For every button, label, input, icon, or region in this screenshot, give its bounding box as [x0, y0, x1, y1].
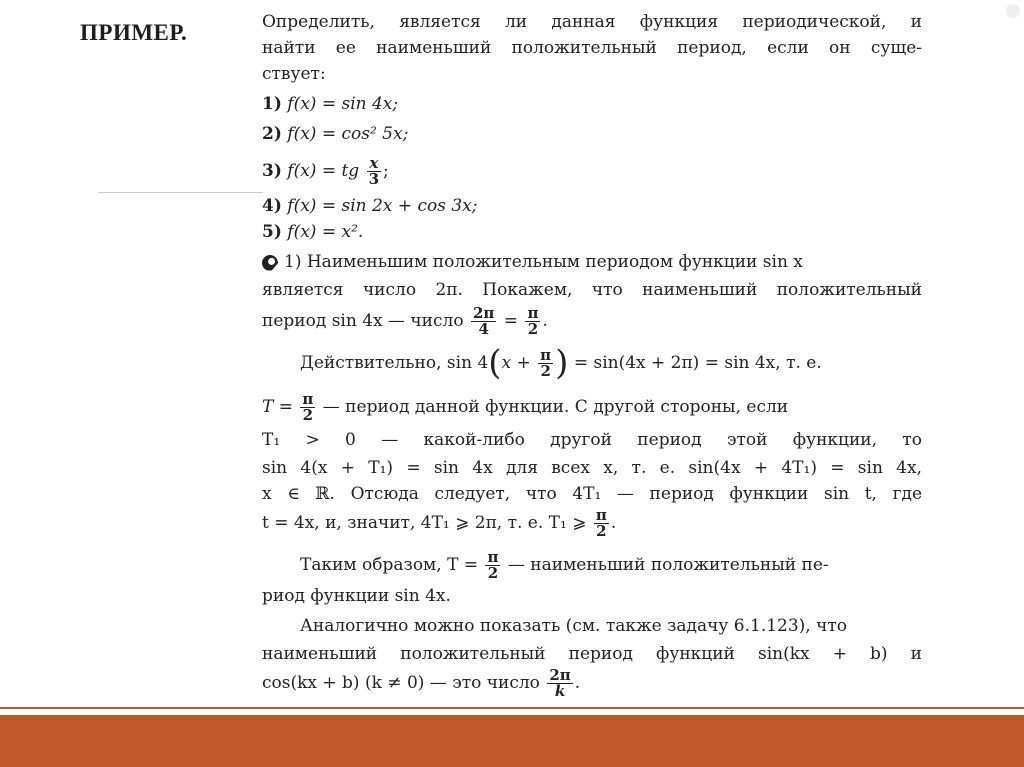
- open-paren: (: [488, 343, 502, 383]
- item-expression: f(x) = sin 4x;: [287, 94, 399, 114]
- task-item-5: [262, 220, 363, 245]
- fraction-numerator: 2π: [472, 304, 495, 322]
- fraction: [538, 348, 553, 379]
- solution-punctuation: .: [610, 513, 617, 533]
- solution-text: T =: [262, 397, 299, 417]
- fraction-denominator: 2: [302, 406, 314, 424]
- item-number: 3): [262, 161, 282, 181]
- fraction: [471, 306, 496, 337]
- item-number: 1): [262, 94, 282, 114]
- solution-line-14: [262, 668, 580, 699]
- item-expression: f(x) = x².: [287, 222, 364, 242]
- fraction-denominator: 4: [478, 320, 489, 338]
- task-line-1: Определить, является ли данная функция периодической, и: [262, 12, 922, 32]
- solution-text: cos(kx + b) (k ≠ 0) — это число: [262, 673, 540, 693]
- fraction: [300, 392, 315, 423]
- solution-text: Действительно, sin 4: [300, 353, 489, 373]
- fraction-numerator: π: [487, 548, 499, 566]
- fraction-denominator: 2: [540, 362, 551, 380]
- fraction-numerator: π: [540, 346, 552, 364]
- fraction: [547, 668, 572, 699]
- solution-line-4: [300, 343, 822, 383]
- solution-line-11: риод функции sin 4x.: [262, 586, 451, 606]
- solution-punctuation: .: [574, 673, 581, 693]
- solution-punctuation: .: [542, 311, 548, 331]
- solution-text: t = 4x, и, значит, 4T₁ ⩾ 2π, т. е. T₁ ⩾: [262, 513, 587, 533]
- solution-text: — период данной функции. С другой стороны, если: [322, 397, 789, 417]
- solution-line-6: T₁ > 0 — какой-либо другой период этой функции, то: [262, 430, 922, 450]
- item-expression: f(x) = tg: [287, 161, 365, 181]
- solution-line-2: является число 2π. Покажем, что наименьший положительный: [262, 280, 922, 300]
- footer-bar: [0, 715, 1024, 767]
- task-line-3: ствует:: [262, 64, 326, 84]
- corner-decoration: [1006, 4, 1020, 18]
- solution-line-13: наименьший положительный период функций sin(kx + b) и: [262, 644, 922, 664]
- solution-text: период sin 4x — число: [262, 311, 464, 331]
- slide-heading: ПРИМЕР.: [80, 20, 188, 45]
- fraction-numerator: π: [595, 506, 607, 524]
- solution-text: 1) Наименьшим положительным периодом функции sin x: [284, 252, 803, 272]
- solution-text: Таким образом, T =: [300, 555, 479, 575]
- fraction-denominator: 2: [596, 522, 607, 540]
- fraction: [594, 508, 609, 539]
- item-expression: f(x) = sin 2x + cos 3x;: [287, 196, 478, 216]
- fraction-numerator: π: [527, 304, 539, 322]
- task-line-2: найти ее наименьший положительный период, если он суще-: [262, 38, 922, 58]
- task-item-1: [262, 92, 398, 117]
- task-item-2: [262, 122, 408, 147]
- item-expression: f(x) = cos² 5x;: [287, 124, 409, 144]
- fraction-denominator: 3: [368, 170, 380, 188]
- solution-text: = sin(4x + 2π) = sin 4x, т. е.: [573, 353, 822, 373]
- fraction-numerator: 2π: [549, 666, 571, 684]
- fraction-denominator: k: [554, 682, 566, 700]
- solution-bullet-icon: [262, 255, 278, 271]
- solution-text: x +: [501, 353, 537, 373]
- fraction: [525, 306, 540, 337]
- divider-line: [98, 192, 263, 193]
- item-number: 2): [262, 124, 282, 144]
- footer-rule: [0, 707, 1024, 709]
- solution-text: — наименьший положительный пе-: [507, 555, 829, 575]
- item-number: 4): [262, 196, 282, 216]
- solution-line-3: [262, 306, 548, 337]
- solution-line-9: [262, 508, 616, 539]
- solution-line-7: sin 4(x + T₁) = sin 4x для всех x, т. е. sin(4x + 4T₁) = sin 4x,: [262, 458, 922, 478]
- fraction-denominator: 2: [487, 564, 499, 582]
- item-number: 5): [262, 222, 282, 242]
- fraction-denominator: 2: [527, 320, 539, 338]
- fraction: [367, 156, 381, 187]
- scanned-textbook-excerpt: [262, 0, 930, 705]
- solution-line-1: [262, 250, 803, 275]
- solution-line-10: [300, 550, 829, 581]
- close-paren: ): [555, 343, 569, 383]
- fraction-numerator: π: [302, 390, 314, 408]
- solution-line-8: x ∈ ℝ. Отсюда следует, что 4T₁ — период функции sin t, где: [262, 484, 922, 504]
- solution-line-12: Аналогично можно показать (см. также задачу 6.1.123), что: [300, 616, 847, 636]
- task-item-3: [262, 156, 389, 187]
- task-item-4: [262, 194, 477, 219]
- equals-sign: =: [503, 311, 519, 331]
- fraction: [485, 550, 500, 581]
- solution-line-5: [262, 392, 788, 423]
- item-punctuation: ;: [383, 161, 389, 181]
- fraction-numerator: x: [367, 156, 381, 172]
